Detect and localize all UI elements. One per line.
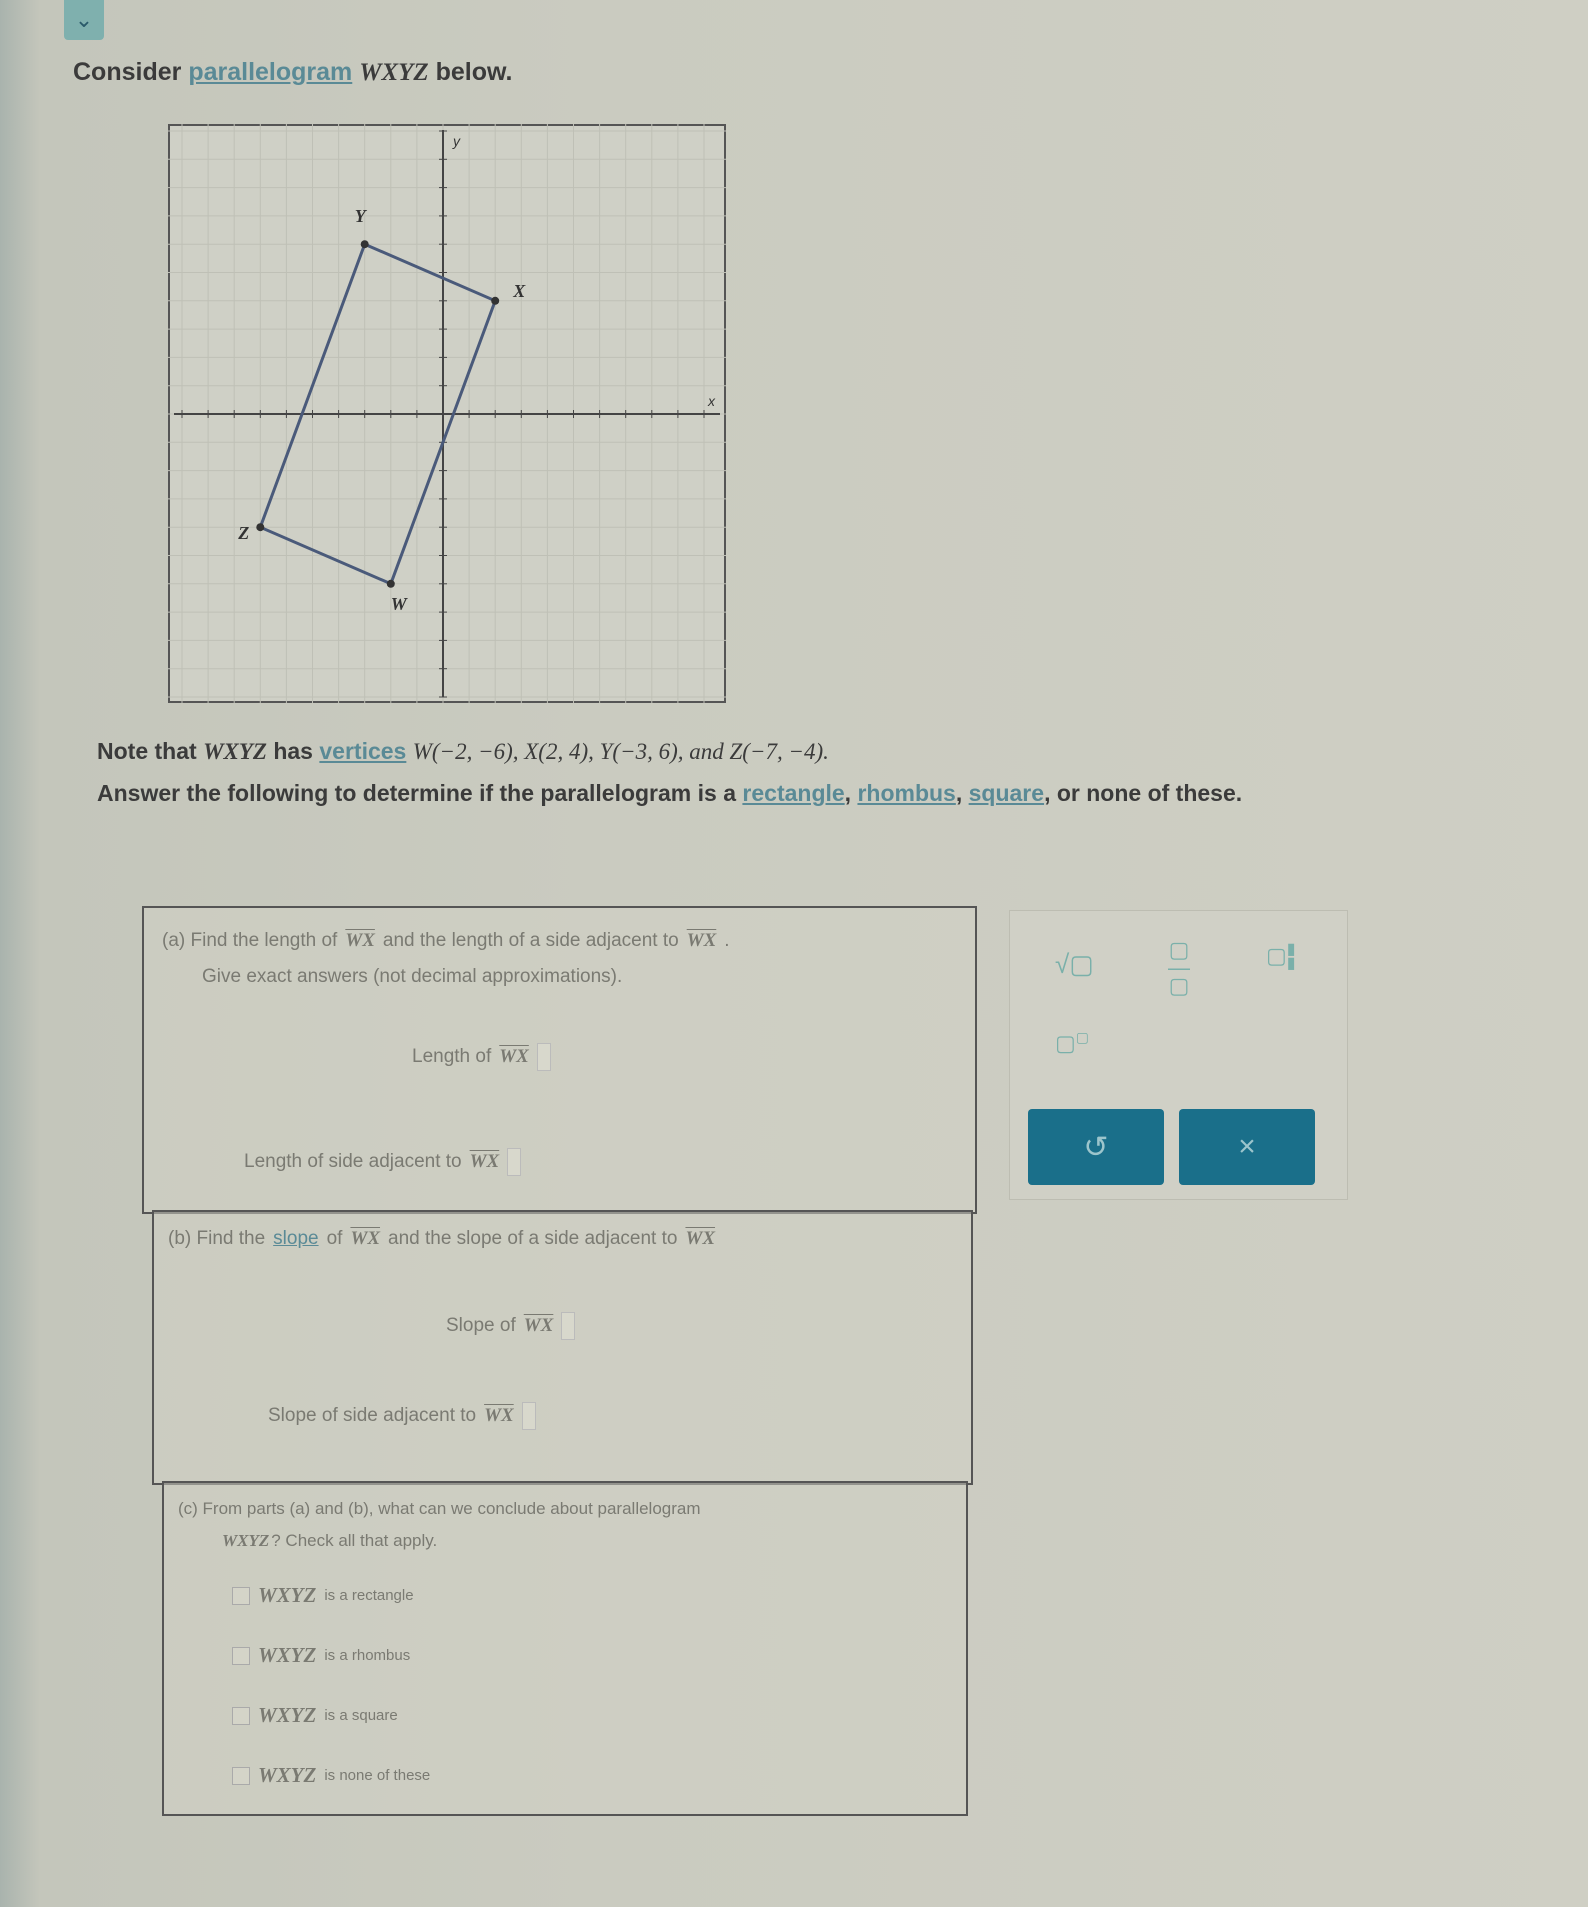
y-axis-label: y: [453, 133, 460, 149]
option-label: is a rhombus: [324, 1647, 411, 1664]
option-label: is a square: [324, 1707, 398, 1724]
option-figure-name: WXYZ: [258, 1703, 317, 1727]
segment-wx: $\overline{WX}$: [523, 1315, 554, 1336]
square-link[interactable]: square: [968, 780, 1045, 806]
note-figure-name: WXYZ: [203, 739, 267, 764]
segment-wx: $\overline{WX}$: [345, 930, 375, 951]
part-a-prompt: (a) Find the length of: [162, 930, 338, 951]
part-c-prompt-2: ? Check all that apply.: [271, 1531, 438, 1550]
segment-wx: $\overline{WX}$: [499, 1046, 529, 1067]
vertices-link[interactable]: vertices: [319, 738, 407, 764]
instruction-prefix: Answer the following to determine if the parallelogram is a: [97, 780, 737, 806]
vertex-point-w: [387, 580, 395, 588]
chevron-down-icon: ⌄: [74, 7, 94, 32]
slope-link[interactable]: slope: [273, 1228, 319, 1249]
undo-icon: ↺: [1083, 1130, 1109, 1164]
exponent-icon[interactable]: ▢▢: [1055, 1029, 1090, 1056]
mixed-number-icon[interactable]: ▢▮ ▮: [1266, 941, 1296, 972]
slope-wx-label: Slope of: [446, 1315, 516, 1336]
option-checkbox[interactable]: [232, 1647, 250, 1665]
note-prefix: Note that: [97, 738, 197, 764]
rectangle-link[interactable]: rectangle: [742, 780, 845, 806]
option-3[interactable]: [232, 1763, 430, 1788]
segment-wx: $\overline{WX}$: [350, 1228, 381, 1249]
option-checkbox[interactable]: [232, 1707, 250, 1725]
part-b-of: of: [326, 1228, 343, 1249]
part-b-prompt-2: and the slope of a side adjacent to: [388, 1228, 678, 1249]
length-wx-label: Length of: [412, 1046, 492, 1067]
length-wx-input[interactable]: [537, 1043, 551, 1071]
note-has: has: [273, 738, 313, 764]
vertex-point-z: [256, 523, 264, 531]
intro-suffix: below.: [435, 58, 513, 86]
sqrt-icon[interactable]: √▢: [1055, 949, 1094, 979]
option-figure-name: WXYZ: [258, 1643, 317, 1667]
length-adjacent-input[interactable]: [507, 1148, 521, 1176]
clear-button[interactable]: [1179, 1109, 1315, 1185]
parallelogram-link[interactable]: parallelogram: [188, 58, 353, 86]
part-a-prompt-2: and the length of a side adjacent to: [382, 930, 679, 951]
vertex-label-z: Z: [238, 523, 250, 544]
option-1[interactable]: [232, 1643, 410, 1668]
fraction-icon[interactable]: ▢ — ▢: [1168, 937, 1190, 998]
intro-text: [73, 58, 512, 87]
segment-wx: $\overline{WX}$: [686, 930, 717, 951]
part-a-instructions: Give exact answers (not decimal approximations).: [202, 966, 623, 987]
option-0[interactable]: [232, 1583, 414, 1608]
option-figure-name: WXYZ: [258, 1763, 317, 1787]
slope-adjacent-label: Slope of side adjacent to: [268, 1405, 477, 1426]
option-label: is none of these: [324, 1767, 431, 1784]
length-adjacent-label: Length of side adjacent to: [244, 1151, 462, 1172]
part-a: (a) Find the length of $\overline{WX}$ and the length of a side adjacent to $\overline{WX}$ . Give exact answers (not decimal approximations). Length of $\overline{WX}$ Length of side adjacent to $\overline{WX}$: [142, 906, 977, 1214]
option-figure-name: WXYZ: [258, 1583, 317, 1607]
figure-name: WXYZ: [359, 59, 429, 86]
note-text: [97, 738, 829, 765]
figure-name: WXYZ: [222, 1531, 270, 1550]
segment-wx: $\overline{WX}$: [685, 1228, 716, 1249]
vertex-point-x: [491, 297, 499, 305]
math-toolbox: [1009, 910, 1348, 1200]
coordinate-graph: [168, 124, 726, 703]
close-icon: ×: [1238, 1130, 1256, 1163]
vertex-label-y: Y: [354, 206, 366, 227]
option-label: is a rectangle: [324, 1587, 414, 1604]
instruction-suffix: or none of these.: [1056, 780, 1243, 806]
segment-wx: $\overline{WX}$: [484, 1405, 514, 1426]
option-2[interactable]: [232, 1703, 398, 1728]
undo-button[interactable]: [1028, 1109, 1164, 1185]
instruction-text: Answer the following to determine if the parallelogram is a rectangle, rhombus, square, or none of these.: [97, 780, 1243, 806]
segment-wx: $\overline{WX}$: [469, 1151, 500, 1172]
slope-wx-input[interactable]: [561, 1312, 575, 1340]
part-b: [152, 1210, 973, 1485]
vertex-label-x: X: [513, 280, 526, 301]
collapse-button[interactable]: [64, 0, 104, 40]
part-c: [162, 1481, 968, 1816]
vertex-coordinates: W(−2, −6), X(2, 4), Y(−3, 6), and Z(−7, −4).: [412, 739, 829, 764]
vertex-label-w: W: [390, 593, 407, 614]
intro-prefix: Consider: [73, 58, 182, 86]
part-b-prompt: (b) Find the: [168, 1228, 266, 1249]
option-checkbox[interactable]: [232, 1767, 250, 1785]
rhombus-link[interactable]: rhombus: [857, 780, 956, 806]
part-c-prompt: (c) From parts (a) and (b), what can we conclude about parallelogram: [178, 1499, 701, 1518]
slope-adjacent-input[interactable]: [522, 1402, 536, 1430]
x-axis-label: x: [708, 393, 715, 409]
vertex-point-y: [361, 240, 369, 248]
option-checkbox[interactable]: [232, 1587, 250, 1605]
